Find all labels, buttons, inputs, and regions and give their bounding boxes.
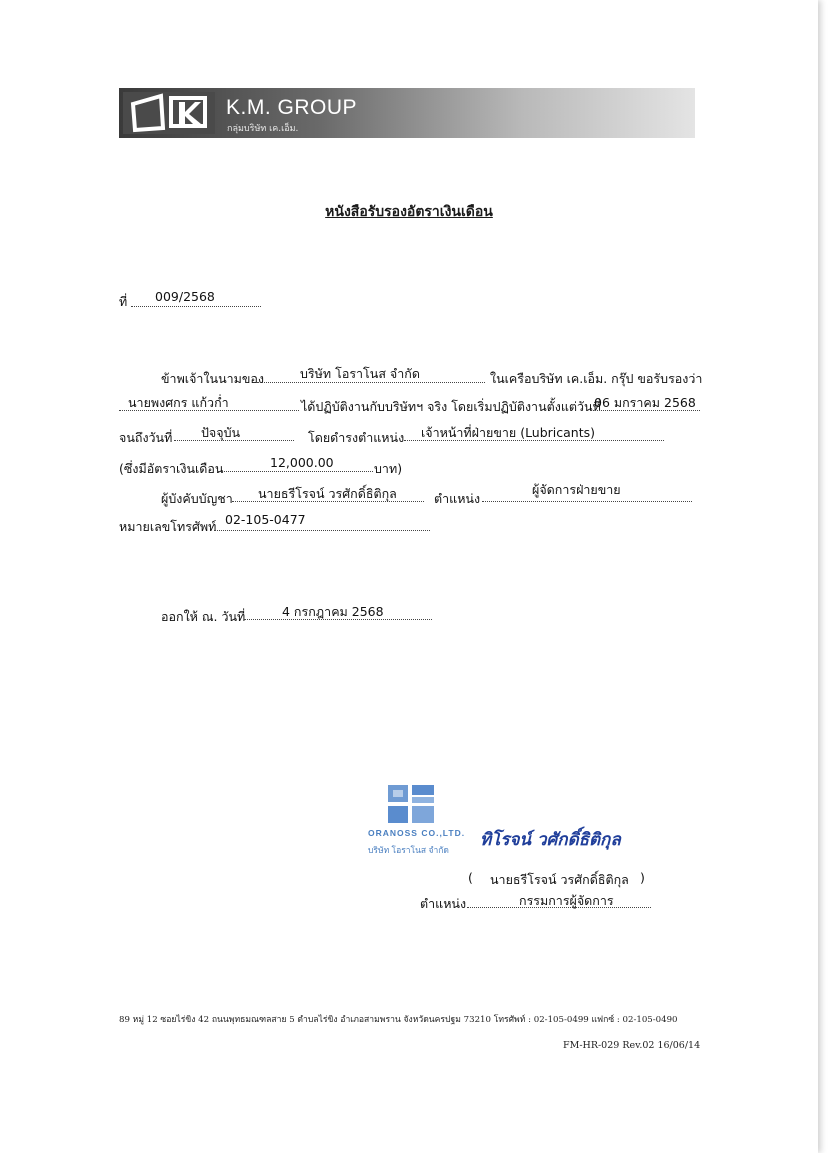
position-label: โดยดำรงตำแหน่ง xyxy=(308,430,405,445)
salary-label: (ซึ่งมีอัตราเงินเดือน xyxy=(119,461,224,476)
km-logo xyxy=(123,92,215,134)
company-stamp-logo xyxy=(388,785,436,829)
phone-label: หมายเลขโทรศัพท์ xyxy=(119,519,217,534)
issue-date-value: 4 กรกฎาคม 2568 xyxy=(282,604,384,619)
phone-line xyxy=(214,530,430,531)
salary-unit: บาท) xyxy=(374,461,403,476)
issue-date-label: ออกให้ ณ. วันที่ xyxy=(161,609,246,624)
supervisor-value: นายธรีโรจน์ วรศักดิ์ธิติกุล xyxy=(258,486,397,501)
supervisor-position-line xyxy=(482,501,692,502)
company-address: 89 หมู่ 12 ซอยไร่ขิง 42 ถนนพุทธมณฑลสาย 5 ตำบลไร่ขิง อำเภอสามพราน จังหวัดนครปฐม 73210 โทรศัพท์ : 02-105-0499 แฟกซ์ : 02-105-0490 xyxy=(119,1015,678,1025)
brand-name: K.M. GROUP xyxy=(226,96,358,119)
signer-open-paren: ( xyxy=(468,870,473,885)
until-date-label: จนถึงวันที่ xyxy=(119,430,173,445)
salary-value: 12,000.00 xyxy=(270,455,334,470)
company-value: บริษัท โอราโนส จำกัด xyxy=(300,366,420,381)
signer-position-value: กรรมการผู้จัดการ xyxy=(519,893,614,908)
end-date-value: ปัจจุบัน xyxy=(201,425,241,440)
stamp-name-th: บริษัท โอราโนส จำกัด xyxy=(368,845,449,855)
handwritten-signature: ทิโรจน์ วศักดิ์ธิติกุล xyxy=(480,830,621,850)
start-date-value: 06 มกราคม 2568 xyxy=(594,395,696,410)
phone-value: 02-105-0477 xyxy=(225,512,306,527)
supervisor-position-label: ตำแหน่ง xyxy=(434,491,481,506)
in-name-of-label: ข้าพเจ้าในนามของ xyxy=(161,371,265,386)
supervisor-label: ผู้บังคับบัญชา xyxy=(161,491,233,506)
doc-number-line xyxy=(131,306,261,307)
document-title: หนังสือรับรองอัตราเงินเดือน xyxy=(325,204,493,220)
supervisor-position-value: ผู้จัดการฝ่ายขาย xyxy=(532,482,621,497)
doc-number-label: ที่ xyxy=(119,294,128,309)
position-value: เจ้าหน้าที่ฝ่ายขาย (Lubricants) xyxy=(421,425,596,440)
form-code: FM-HR-029 Rev.02 16/06/14 xyxy=(563,1040,701,1051)
signer-position-label: ตำแหน่ง xyxy=(420,896,467,911)
employee-value: นายพงศกร แก้วก่ำ xyxy=(128,395,229,410)
stamp-name-en: ORANOSS CO.,LTD. xyxy=(368,828,466,838)
signer-name: นายธรีโรจน์ วรศักดิ์ธิติกุล xyxy=(490,872,629,887)
work-start-text: ได้ปฏิบัติงานกับบริษัทฯ จริง โดยเริ่มปฏิบัติงานตั้งแต่วันที่ xyxy=(301,399,601,414)
salary-line xyxy=(217,471,373,472)
affiliate-text: ในเครือบริษัท เค.เอ็ม. กรุ๊ป ขอรับรองว่า xyxy=(490,371,703,386)
doc-number-value: 009/2568 xyxy=(155,289,215,304)
signer-close-paren: ) xyxy=(640,870,645,885)
header-banner xyxy=(119,88,695,138)
brand-subtitle: กลุ่มบริษัท เค.เอ็ม. xyxy=(227,124,299,134)
